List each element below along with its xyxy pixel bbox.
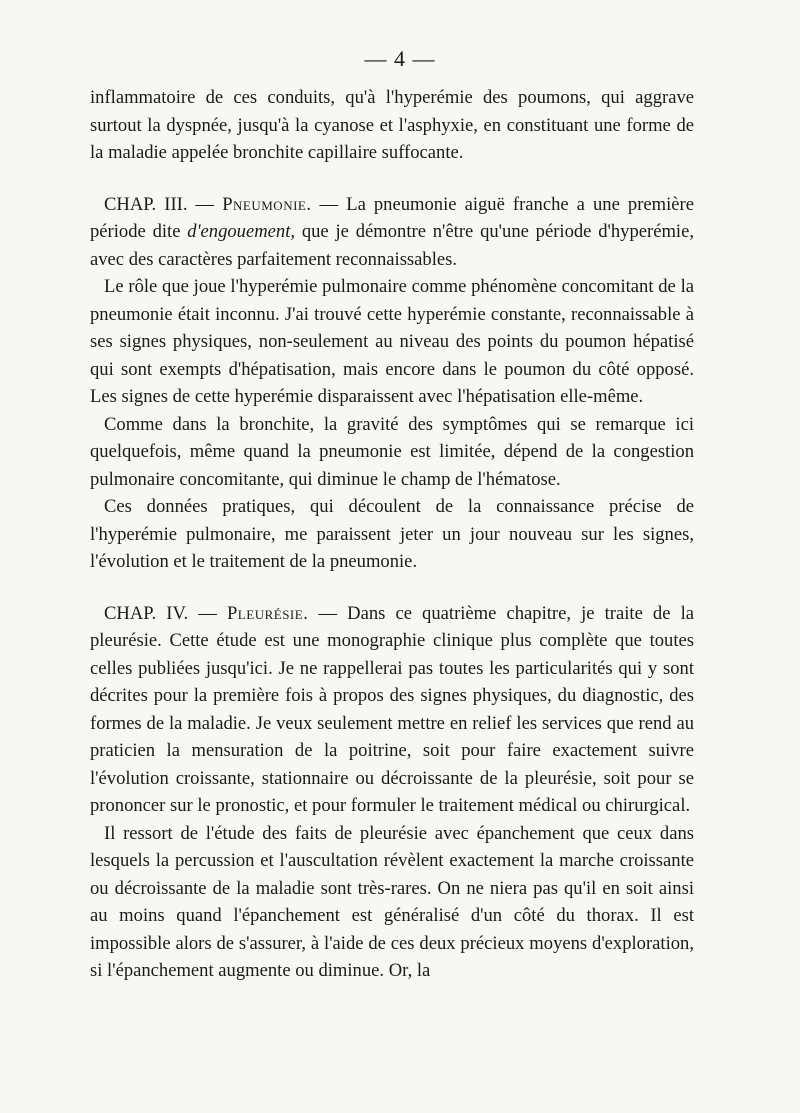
paragraph: Il ressort de l'étude des faits de pleurésie avec épanchement que ceux dans lesquels la percussion et l'auscultation révèlent exactement la marche croissante ou décroissante de la maladie sont très-rares. On ne niera pas qu'il en soit ainsi au moins quand l'épanchement est généralisé d'un côté du thorax. Il est impossible alors de s'assurer, à l'aide de ces deux précieux moyens d'exploration, si l'épanchement augmente ou diminue. Or, la	[90, 822, 694, 981]
paragraph: Comme dans la bronchite, la gravité des symptômes qui se remarque ici quelquefois, même quand la pneumonie est limitée, dépend de la congestion pulmonaire concomitante, qui diminue le champ de l'hématose.	[90, 413, 694, 490]
page-number: — 4 —	[364, 46, 436, 71]
chapter-label: CHAP. III. —	[104, 193, 215, 215]
chapter-title: Pneumonie.	[222, 193, 312, 215]
chapter-title: Pleurésie.	[226, 602, 309, 624]
paragraph: Ces données pratiques, qui découlent de la connaissance précise de l'hyperémie pulmonaire, me paraissent jeter un jour nouveau sur les signes, l'évolution et le traitement de la pneumonie.	[90, 496, 694, 572]
chapter-label: CHAP. IV. —	[104, 602, 217, 624]
paragraph: Le rôle que joue l'hyperémie pulmonaire comme phénomène concomitant de la pneumonie était inconnu. J'ai trouvé cette hyperémie constante, reconnaissable à ses signes physiques, non-seulement au niveau des points du poumon hépatisé qui sont exempts d'hépatisation, mais encore dans le poumon du côté opposé. Les signes de cette hyperémie disparaissent avec l'hépatisation elle-même.	[90, 276, 694, 407]
chapter-lead-text: — La pneumonie aiguë franche a une première période dite	[90, 193, 694, 242]
page-body	[90, 84, 694, 985]
chapter-3-paragraph	[90, 191, 694, 274]
section-spacer	[90, 167, 694, 191]
chapter-body-text: — Dans ce quatrième chapitre, je traite de la pleurésie. Cette étude est une monographie clinique plus complète que toutes celles publiées jusqu'ici. Je ne rappellerai pas toutes les particularités qui y sont décrites pour la première fois à propos des signes physiques, du diagnostic, des formes de la maladie. Je veux seulement mettre en relief les services que rend au praticien la mensuration de la poitrine, soit pour faire exactement suivre l'évolution croissante, stationnaire ou décroissante de la pleurésie, soit pour se prononcer sur le pronostic, et pour formuler le traitement médical ou chirurgical.	[90, 602, 694, 816]
emphasized-term: d'engouement,	[187, 221, 296, 242]
chapter-tail-text: que je démontre n'être qu'une période d'hyperémie, avec des caractères parfaitement reconnaissables.	[90, 221, 695, 270]
section-spacer	[90, 576, 694, 600]
chapter-4-paragraph	[90, 600, 694, 820]
paragraph-continuation: inflammatoire de ces conduits, qu'à l'hyperémie des poumons, qui aggrave surtout la dyspnée, jusqu'à la cyanose et l'asphyxie, en constituant une forme de la maladie appelée bronchite capillaire suffocante.	[90, 87, 694, 163]
